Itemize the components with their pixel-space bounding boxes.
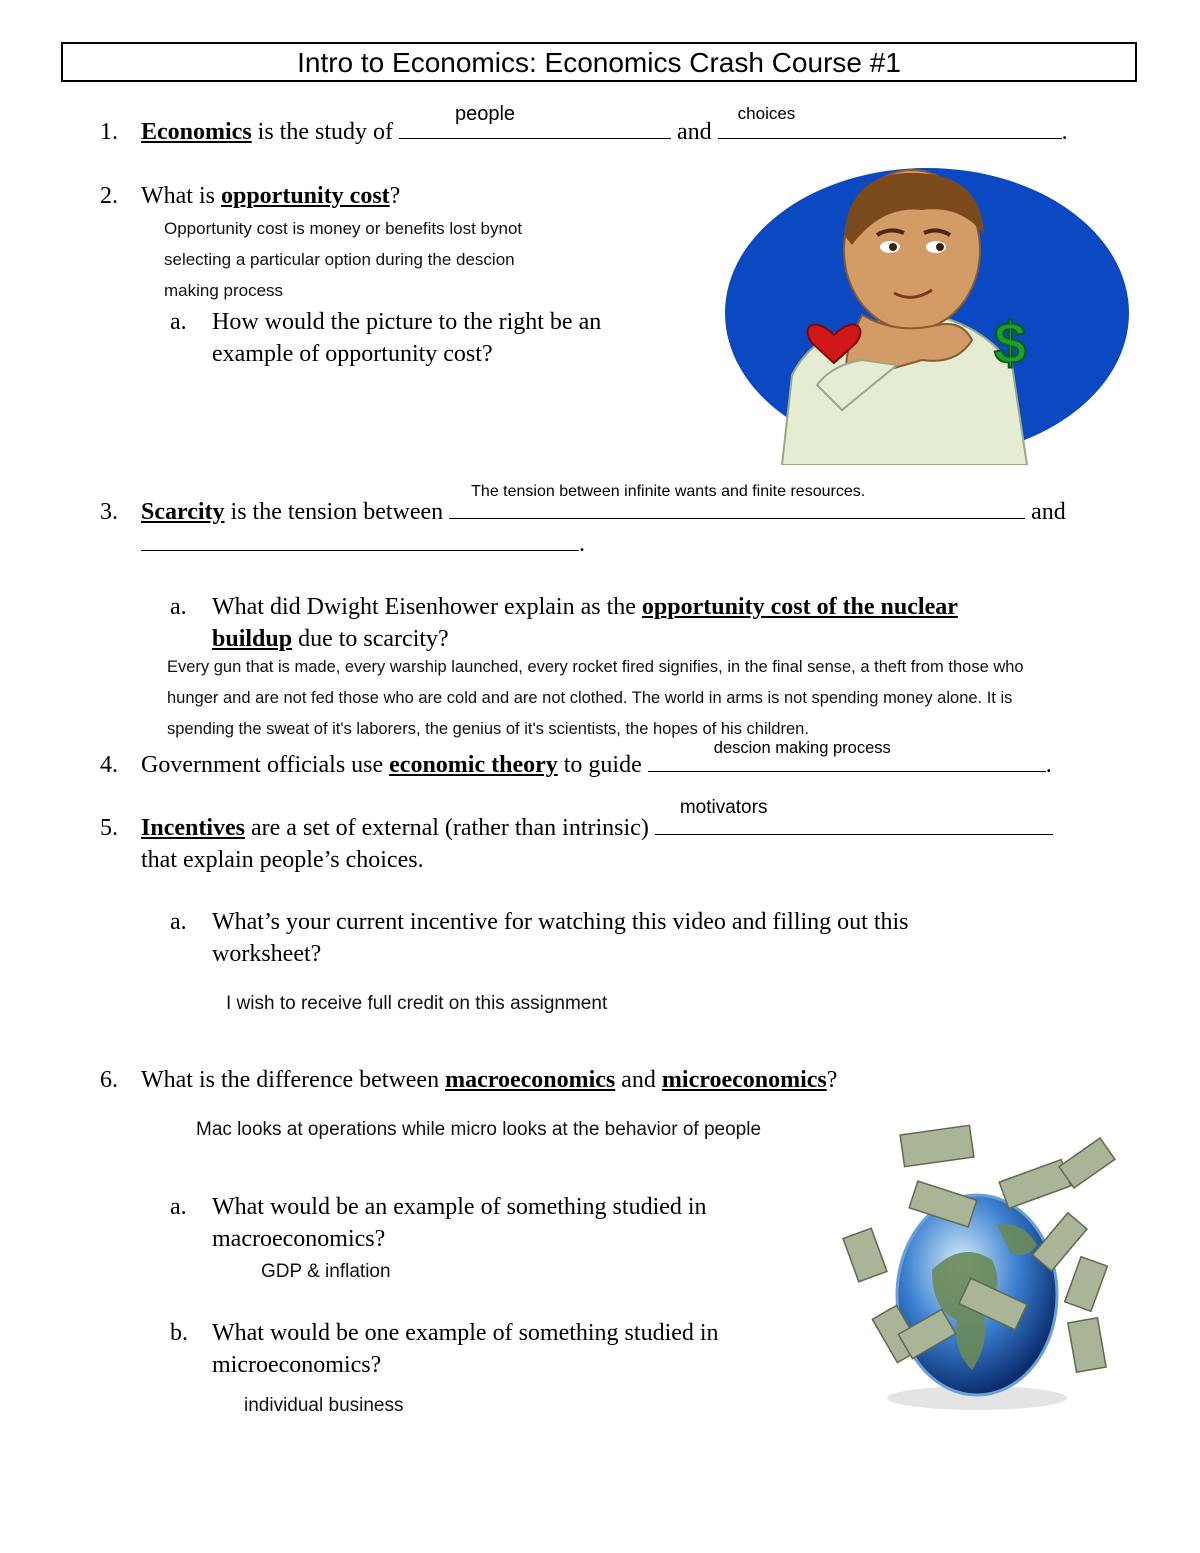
question-text: ?: [826, 1067, 838, 1093]
question-1: [100, 103, 1068, 148]
term-economic-theory: economic theory: [389, 752, 558, 778]
question-text: Government officials use: [141, 752, 390, 778]
question-number: 4.: [100, 752, 118, 778]
answer-text: choices: [737, 104, 796, 123]
answer-blank[interactable]: [449, 483, 1025, 519]
question-text: ?: [389, 183, 401, 209]
answer-blank[interactable]: [655, 797, 1053, 835]
question-number: 5.: [100, 815, 118, 841]
term-economics: Economics: [141, 119, 252, 145]
term-opportunity-cost: opportunity cost: [220, 183, 390, 209]
sub-question-label: a.: [170, 594, 187, 620]
answer-q3a: [167, 652, 1024, 745]
answer-line: Opportunity cost is money or benefits lost bynot: [164, 219, 523, 238]
answer-text: people: [455, 103, 516, 125]
sub-question-text: due to scarcity?: [292, 626, 449, 652]
answer-q5a: I wish to receive full credit on this assignment: [226, 993, 608, 1014]
answer-text: descion making process: [713, 739, 891, 757]
term-opportunity-cost-nuclear: opportunity cost of the nuclear: [641, 594, 958, 620]
answer-text: motivators: [679, 797, 768, 818]
question-6: [100, 1064, 838, 1096]
answer-blank[interactable]: [141, 528, 579, 551]
term-macroeconomics: macroeconomics: [445, 1067, 616, 1093]
page-title: Intro to Economics: Economics Crash Course #1: [61, 42, 1137, 82]
term-scarcity: Scarcity: [141, 499, 225, 525]
question-4: [100, 739, 1052, 781]
question-text: .: [1061, 119, 1068, 145]
answer-text: The tension between infinite wants and finite resources.: [471, 483, 866, 500]
question-6b: [170, 1317, 719, 1378]
answer-q6a: GDP & inflation: [261, 1261, 391, 1282]
question-text: .: [1045, 752, 1052, 778]
answer-q6b: individual business: [244, 1395, 404, 1416]
question-text: and: [671, 119, 718, 145]
question-3: [100, 483, 1066, 528]
answer-blank[interactable]: [399, 103, 671, 139]
term-buildup: buildup: [212, 626, 293, 652]
question-text: What is: [141, 183, 221, 209]
question-number: 6.: [100, 1067, 118, 1093]
sub-question-text: worksheet?: [212, 941, 322, 967]
question-text: are a set of external (rather than intrinsic): [245, 815, 655, 841]
question-text: is the study of: [251, 119, 399, 145]
answer-line: hunger and are not fed those who are cold and are not clothed. The world in arms is not spending money alone. It is: [167, 689, 1013, 707]
term-incentives: Incentives: [141, 815, 245, 841]
sub-question-label: a.: [170, 1194, 187, 1220]
sub-question-text: What would be one example of something studied in: [212, 1320, 719, 1346]
answer-blank[interactable]: [718, 104, 1062, 139]
answer-line: spending the sweat of it's laborers, the genius of it's scientists, the hopes of his children.: [167, 720, 809, 738]
sub-question-label: a.: [170, 909, 187, 935]
sub-question-text: How would the picture to the right be an: [212, 309, 602, 335]
sub-question-text: What did Dwight Eisenhower explain as the: [212, 594, 642, 620]
sub-question-text: What would be an example of something studied in: [212, 1194, 707, 1220]
answer-line: selecting a particular option during the descion: [164, 250, 515, 269]
question-text: to guide: [557, 752, 648, 778]
answer-blank[interactable]: [648, 739, 1046, 772]
question-text: .: [579, 531, 585, 557]
term-microeconomics: microeconomics: [661, 1067, 827, 1093]
question-text: and: [1025, 499, 1066, 525]
question-3-line2: [141, 528, 585, 560]
sub-question-text: macroeconomics?: [212, 1226, 386, 1252]
question-text: and: [615, 1067, 662, 1093]
question-5-line2: that explain people’s choices.: [141, 847, 424, 873]
question-text: is the tension between: [224, 499, 450, 525]
answer-q2: [164, 213, 522, 306]
question-6a: [170, 1191, 707, 1252]
thinking-man-illustration: [722, 165, 1132, 465]
dollar-sign-icon: $: [994, 311, 1027, 376]
question-3a: [170, 591, 958, 652]
question-5: [100, 797, 768, 844]
question-2a: [170, 306, 602, 367]
answer-line: Every gun that is made, every warship launched, every rocket fired signifies, in the final sense, a theft from those who: [167, 658, 1024, 676]
question-number: 3.: [100, 499, 118, 525]
question-5a: [170, 906, 909, 967]
answer-q6: Mac looks at operations while micro looks at the behavior of people: [196, 1119, 762, 1140]
sub-question-text: What’s your current incentive for watching this video and filling out this: [212, 909, 909, 935]
answer-line: making process: [164, 281, 284, 300]
question-text: What is the difference between: [141, 1067, 446, 1093]
sub-question-label: b.: [170, 1320, 188, 1346]
globe-money-illustration: [832, 1120, 1132, 1420]
question-number: 1.: [100, 119, 118, 145]
sub-question-text: example of opportunity cost?: [212, 341, 493, 367]
question-2: [100, 180, 401, 212]
sub-question-label: a.: [170, 309, 187, 335]
sub-question-text: microeconomics?: [212, 1352, 382, 1378]
question-number: 2.: [100, 183, 118, 209]
